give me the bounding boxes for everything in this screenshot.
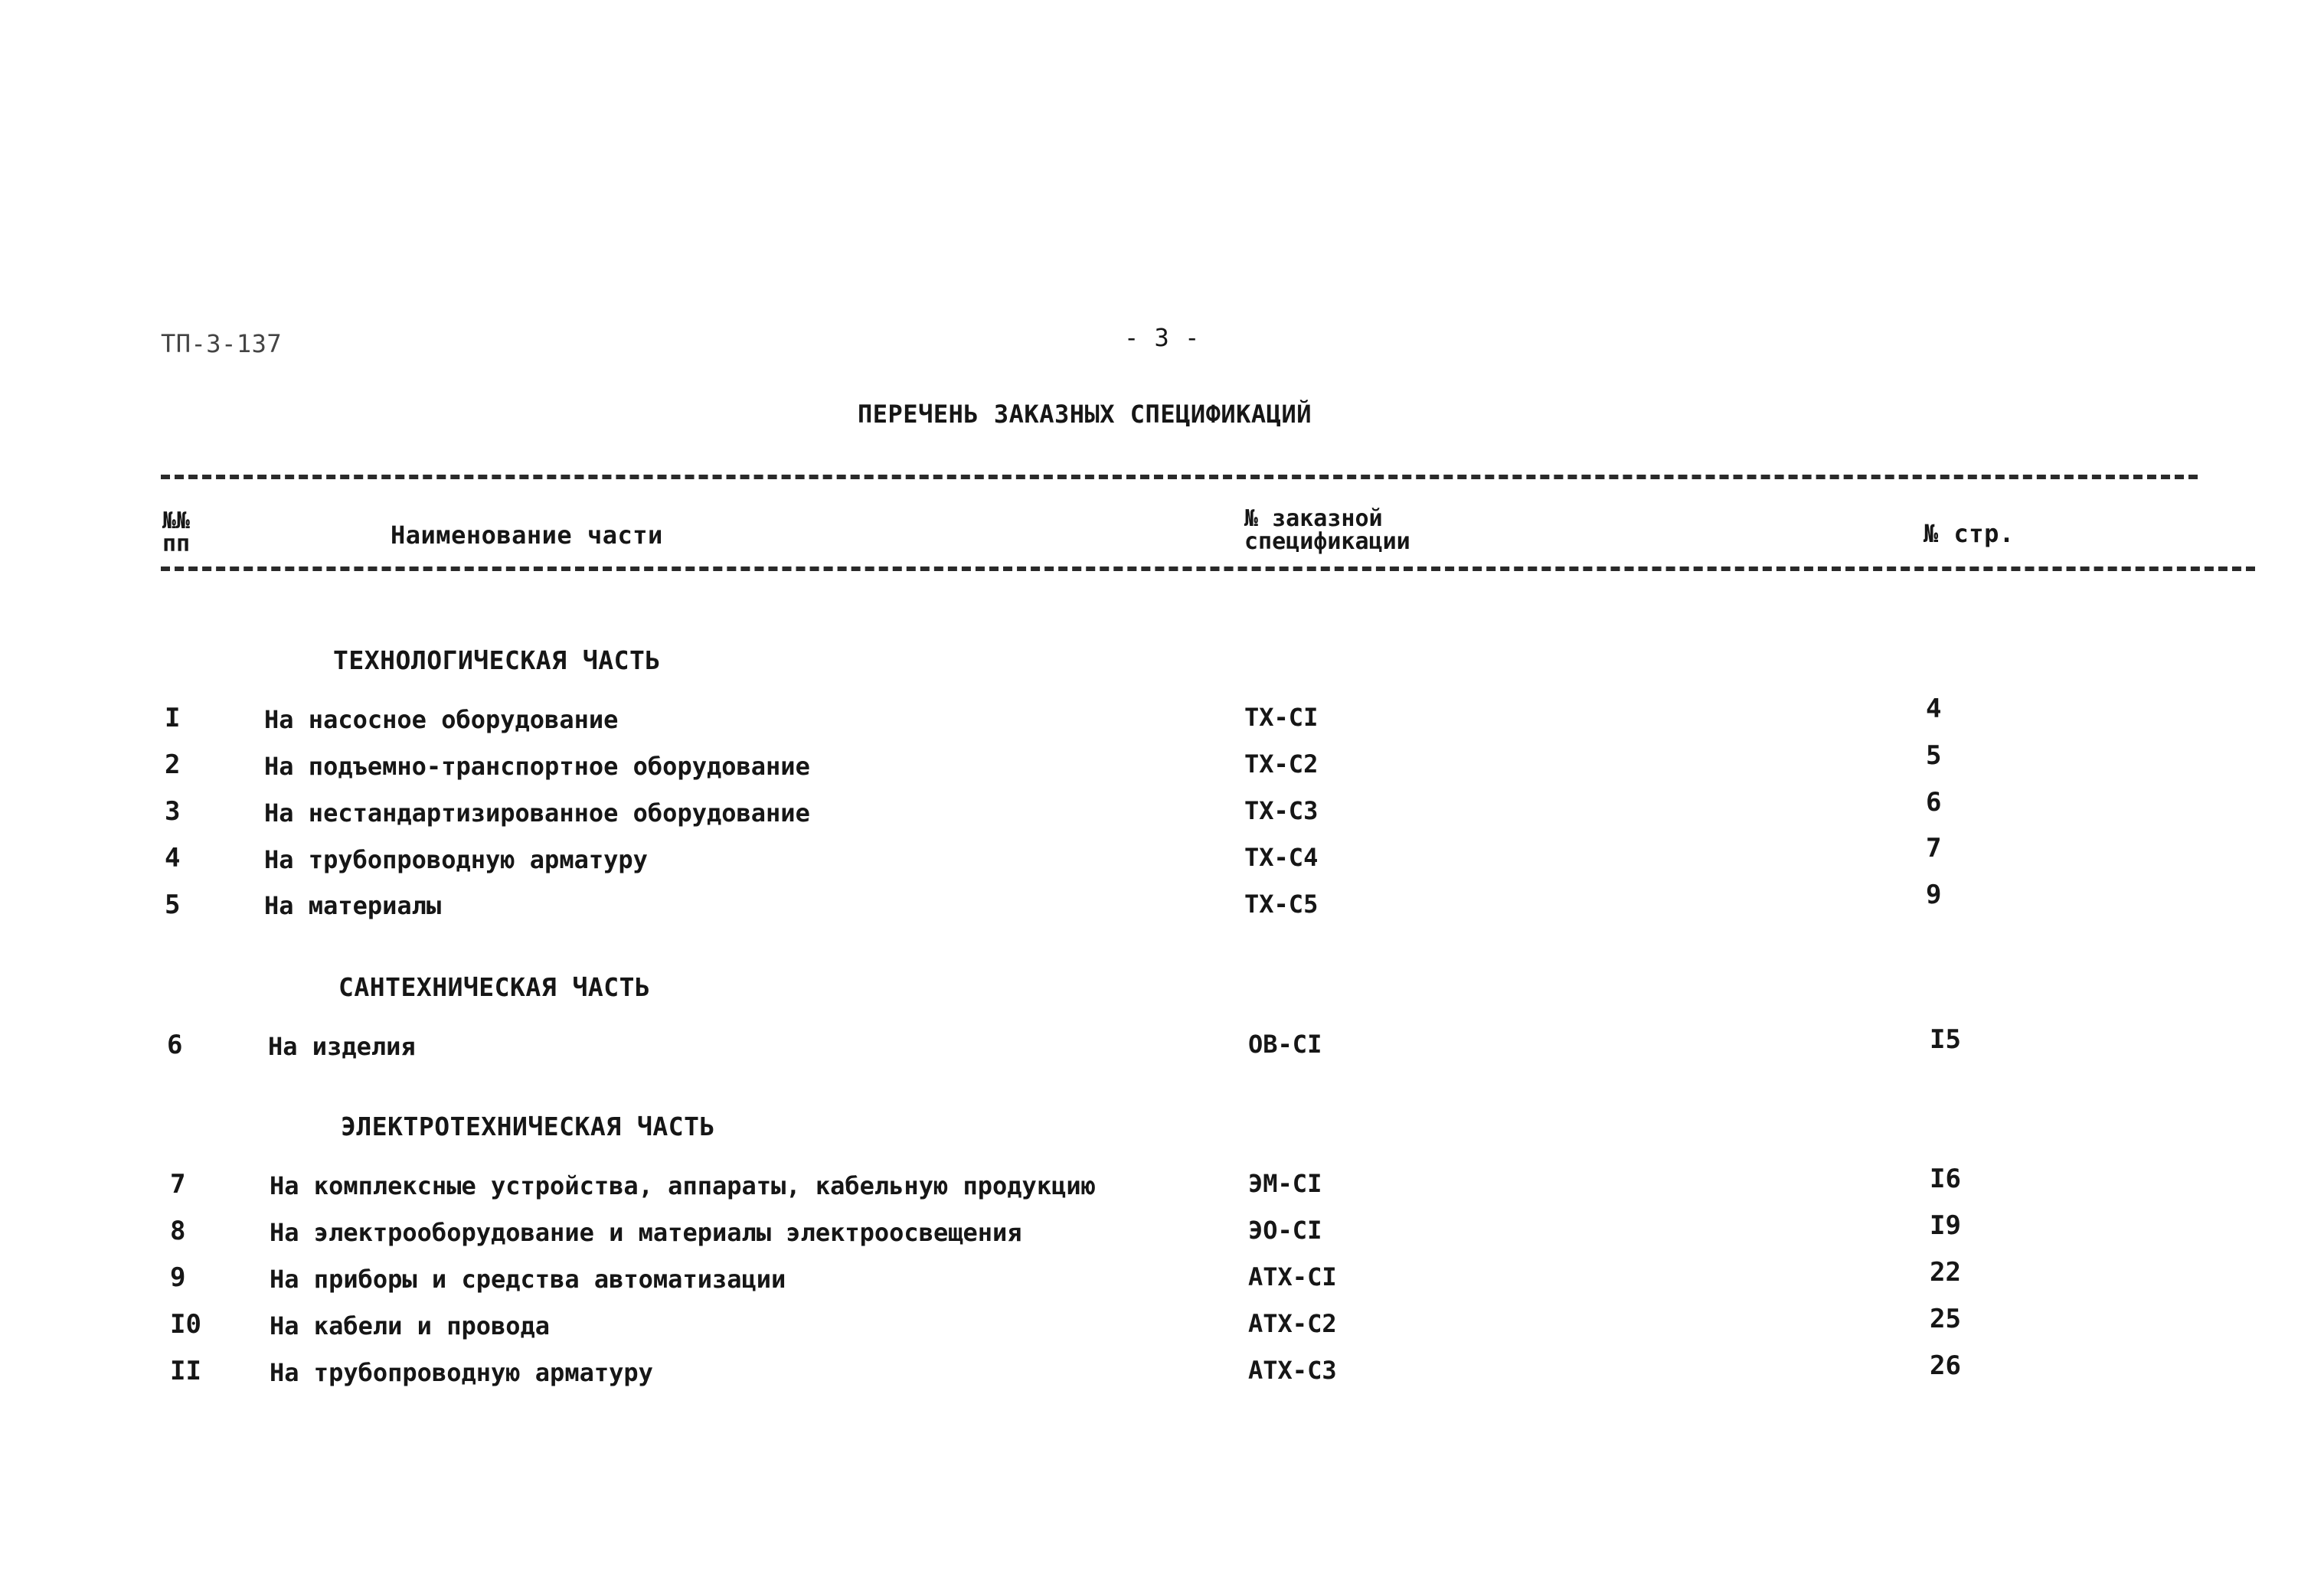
row-spec: ЭМ-СI [1248, 1169, 1322, 1198]
section-title-technological: ТЕХНОЛОГИЧЕСКАЯ ЧАСТЬ [333, 645, 661, 675]
page-title: ПЕРЕЧЕНЬ ЗАКАЗНЫХ СПЕЦИФИКАЦИЙ [858, 400, 1312, 429]
row-number: I [165, 703, 181, 733]
row-name: На кабели и провода [270, 1311, 551, 1340]
row-page: 22 [1930, 1257, 1961, 1288]
row-number: 8 [170, 1216, 186, 1246]
row-spec: ТХ-С5 [1244, 890, 1319, 919]
row-page: I9 [1930, 1210, 1961, 1241]
row-page: 9 [1926, 880, 1942, 910]
row-name: На комплексные устройства, аппараты, кабельную продукцию [270, 1171, 1096, 1200]
row-spec: ТХ-С4 [1244, 843, 1319, 872]
row-page: 6 [1926, 787, 1942, 818]
column-number-label-line2: пп [162, 531, 191, 557]
row-number: I0 [170, 1309, 201, 1340]
row-spec: АТХ-СI [1248, 1262, 1337, 1291]
row-page: I5 [1930, 1024, 1961, 1055]
row-name: На электрооборудование и материалы электроосвещения [270, 1218, 1022, 1247]
row-page: 4 [1926, 694, 1942, 724]
row-spec: АТХ-С3 [1248, 1356, 1337, 1385]
row-spec: ТХ-С3 [1244, 796, 1319, 825]
section-title-sanitary: САНТЕХНИЧЕСКАЯ ЧАСТЬ [338, 972, 651, 1002]
column-number-label-line1: №№ [162, 508, 191, 534]
row-page: 7 [1926, 833, 1942, 864]
row-spec: ТХ-С2 [1244, 749, 1319, 779]
row-number: 7 [170, 1169, 186, 1200]
header-bottom-divider [161, 566, 2255, 571]
column-spec-label-line2: спецификации [1244, 528, 1410, 555]
row-number: 4 [165, 843, 181, 873]
row-number: 9 [170, 1262, 186, 1293]
row-page: I6 [1930, 1164, 1961, 1194]
column-number-label [162, 510, 190, 556]
row-name: На насосное оборудование [264, 705, 619, 734]
header-top-divider [161, 475, 2198, 479]
row-page: 25 [1930, 1304, 1961, 1334]
column-page-label: № стр. [1924, 519, 2015, 548]
row-spec: ТХ-СI [1244, 703, 1319, 732]
row-number: 6 [167, 1030, 183, 1060]
row-name: На материалы [264, 891, 442, 920]
row-name: На нестандартизированное оборудование [264, 798, 810, 828]
row-name: На трубопроводную арматуру [264, 845, 648, 874]
row-page: 5 [1926, 740, 1942, 771]
row-number: 2 [165, 749, 181, 780]
row-spec: АТХ-С2 [1248, 1309, 1337, 1338]
row-name: На изделия [268, 1032, 416, 1061]
page-number: - 3 - [1124, 323, 1200, 352]
row-number: 3 [165, 796, 181, 827]
column-name-label: Наименование части [391, 521, 663, 550]
row-page: 26 [1930, 1350, 1961, 1381]
row-number: 5 [165, 890, 181, 920]
row-spec: ОВ-СI [1248, 1030, 1322, 1059]
column-spec-label [1244, 505, 1410, 555]
row-name: На приборы и средства автоматизации [270, 1265, 786, 1294]
row-spec: ЭО-СI [1248, 1216, 1322, 1245]
row-number: II [170, 1356, 201, 1386]
row-name: На трубопроводную арматуру [270, 1358, 653, 1387]
column-spec-label-line1: № заказной [1244, 505, 1383, 532]
row-name: На подъемно-транспортное оборудование [264, 752, 810, 781]
section-title-electrical: ЭЛЕКТРОТЕХНИЧЕСКАЯ ЧАСТЬ [341, 1112, 715, 1141]
document-code: ТП-3-137 [161, 329, 283, 358]
